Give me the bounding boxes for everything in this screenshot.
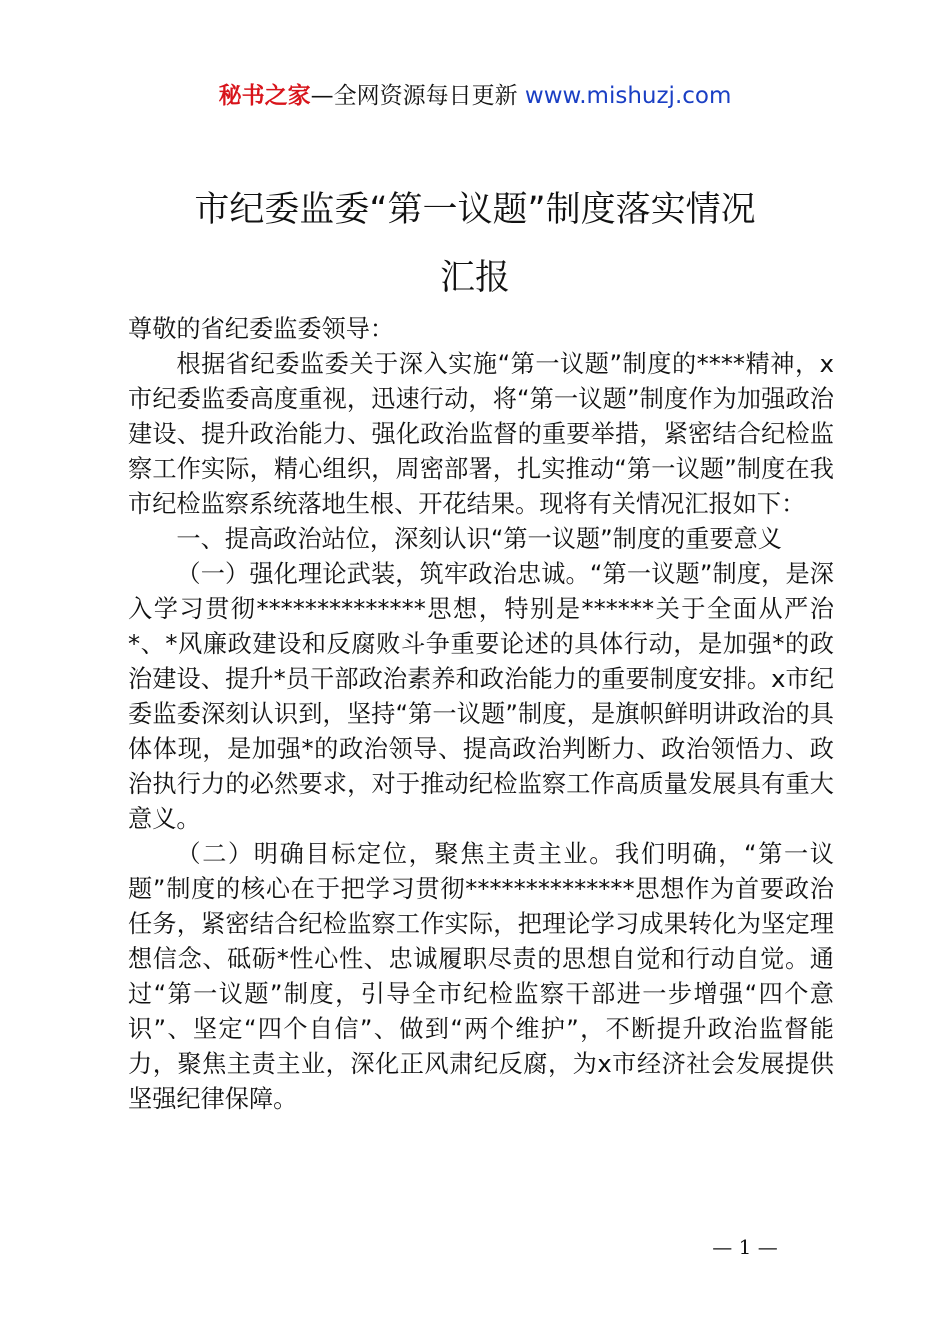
- salutation: 尊敬的省纪委监委领导：: [128, 315, 395, 343]
- paragraph-subsection-2: （二）明确目标定位，聚焦主责主业。我们明确，“第一议题”制度的核心在于把学习贯彻**************思想作为首要政治任务，紧密结合纪检监察工作实际，把理论学习成果转化为坚定理想信念、砥砺*性心性、忠诚履职尽责的思想自觉和行动自觉。通过“第一议题”制度，引导全市纪检监察干部进一步增强“四个意识”、坚定“四个自信”、做到“两个维护”，不断提升政治监督能力，聚焦主责主业，深化正风肃纪反腐，为x市经济社会发展提供坚强纪律保障。: [128, 840, 834, 1113]
- site-tagline: —全网资源每日更新: [310, 83, 518, 109]
- document-body: [128, 312, 834, 1117]
- document-title-line-2: 汇报: [439, 258, 510, 298]
- page-number: — 1 —: [712, 1235, 778, 1259]
- site-banner: [0, 80, 950, 112]
- site-name: 秘书之家: [218, 83, 311, 109]
- site-url-link[interactable]: www.mishuzj.com: [524, 83, 732, 109]
- paragraph-intro: 根据省纪委监委关于深入实施“第一议题”制度的****精神，x市纪委监委高度重视，迅速行动，将“第一议题”制度作为加强政治建设、提升政治能力、强化政治监督的重要举措，紧密结合纪检监察工作实际，精心组织，周密部署，扎实推动“第一议题”制度在我市纪检监察系统落地生根、开花结果。现将有关情况汇报如下：: [128, 350, 834, 518]
- document-title-line-1: 市纪委监委“第一议题”制度落实情况: [194, 190, 756, 230]
- paragraph-subsection-1: （一）强化理论武装，筑牢政治忠诚。“第一议题”制度，是深入学习贯彻**************思想，特别是******关于全面从严治*、*风廉政建设和反腐败斗争重要论述的具体行动，是加强*的政治建设、提升*员干部政治素养和政治能力的重要制度安排。x市纪委监委深刻认识到，坚持“第一议题”制度，是旗帜鲜明讲政治的具体体现，是加强*的政治领导、提高政治判断力、政治领悟力、政治执行力的必然要求，对于推动纪检监察工作高质量发展具有重大意义。: [128, 560, 834, 833]
- section-heading-1: 一、提高政治站位，深刻认识“第一议题”制度的重要意义: [176, 525, 782, 553]
